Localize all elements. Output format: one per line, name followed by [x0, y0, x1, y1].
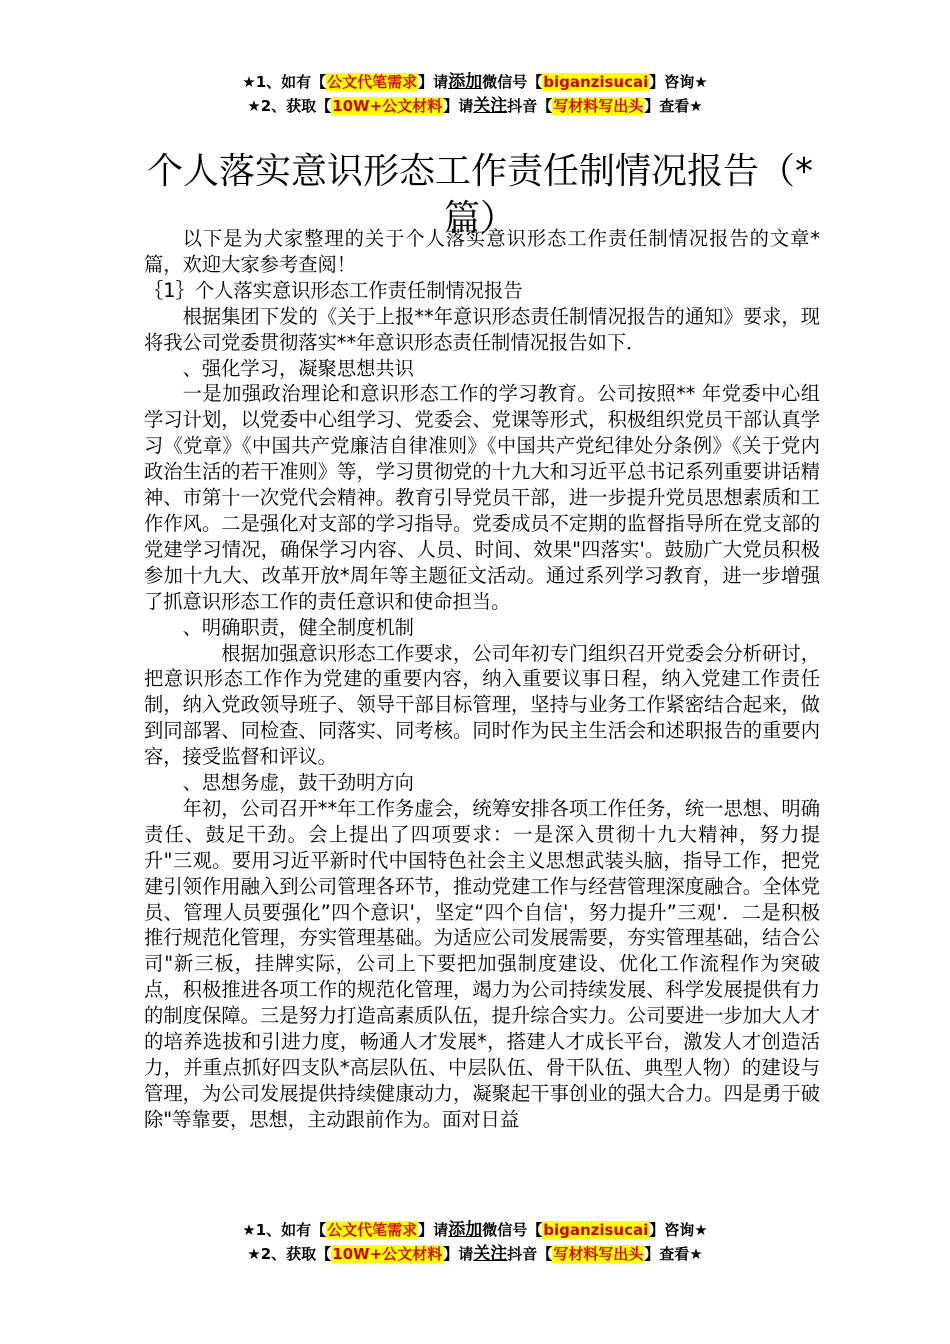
banner-text: 】咨询★ [649, 1221, 708, 1239]
body-paragraph: 一是加强政治理论和意识形态工作的学习教育。公司按照** 年党委中心组学习计划，以党委中心组学习、党委会、党课等形式，积极组织党员干部认真学习《党章》《中国共产党廉洁自律准则》《中国共产党纪律处分条例》《关于党内政治生活的若干准则》等，学习贯彻党的十九大和习近平总书记系列重要讲话精神、市第十一次党代会精神。教育引导党员干部，进一步提升党员思想素质和工作作风。二是强化对支部的学习指导。党委成员不定期的监督指导所在党支部的党建学习情况，确保学习内容、人员、时间、效果"四落实'。鼓励广大党员积极参加十九大、改革开放*周年等主题征文活动。通过系列学习教育，进一步增强了抓意识形态工作的责任意识和使命担当。 [144, 382, 820, 613]
banner-text: 】咨询★ [649, 73, 708, 91]
banner-text: 】查看★ [644, 97, 703, 115]
banner-emphasis: 关注 [473, 96, 508, 116]
highlight-service: 公文代笔需求 [327, 73, 418, 91]
banner-text: ★2、获取【 [247, 1245, 332, 1263]
banner-text: 微信号【 [482, 1221, 543, 1239]
banner-text: ★1、如有【 [242, 1221, 327, 1239]
body-paragraph: 根据加强意识形态工作要求，公司年初专门组织召开党委会分析研讨，把意识形态工作作为党建的重要内容，纳入重要议事日程，纳入党建工作责任制，纳入党政领导班子、领导干部目标管理，坚持与业务工作紧密结合起来，做到同部署、同检查、同落实、同考核。同时作为民主生活会和述职报告的重要内容，接受监督和评议。 [144, 641, 820, 769]
highlight-service: 公文代笔需求 [327, 1221, 418, 1239]
banner-text: ★2、获取【 [247, 97, 332, 115]
intro-paragraph: 以下是为犬家整理的关于个人落实意识形态工作责任制情况报告的文章*篇，欢迎大家参考查阅！ [144, 227, 820, 276]
highlight-materials: 10W+公文材料 [332, 97, 443, 115]
section-heading: 、思想务虚，鼓干劲明方向 [182, 771, 414, 795]
banner-text: 微信号【 [482, 73, 543, 91]
header-banner [0, 70, 950, 118]
banner-text: 】查看★ [644, 1245, 703, 1263]
banner-emphasis: 添加 [448, 72, 483, 92]
banner-text: 抖音【 [507, 97, 553, 115]
banner-text: 】请 [443, 97, 474, 115]
banner-line-2 [0, 1242, 950, 1266]
highlight-wechat-id: biganzisucai [543, 73, 649, 91]
banner-text: 】请 [418, 73, 449, 91]
highlight-materials: 10W+公文材料 [332, 1245, 443, 1263]
document-body [144, 226, 820, 1133]
banner-text: 】请 [443, 1245, 474, 1263]
body-paragraph: 根据集团下发的《关于上报**年意识形态责任制情况报告的通知》要求，现将我公司党委贯彻落实**年意识形态责任制情况报告如下． [144, 304, 820, 354]
highlight-wechat-id: biganzisucai [543, 1221, 649, 1239]
document-title: 个人落实意识形态工作责任制情况报告（*篇） [146, 151, 813, 240]
banner-line-1 [0, 70, 950, 94]
article-heading: ｛1｝个人落实意识形态工作责任制情况报告 [144, 278, 523, 302]
section-heading: 、强化学习，凝聚思想共识 [182, 356, 414, 380]
highlight-douyin-account: 写材料写出头 [553, 97, 644, 115]
highlight-douyin-account: 写材料写出头 [553, 1245, 644, 1263]
body-paragraph: 年初，公司召开**年工作务虚会，统筹安排各项工作任务，统一思想、明确责任、鼓足干劲。会上提出了四项要求：一是深入贯彻十九大精神，努力提升"三观。要用习近平新时代中国特色社会主义思想武装头脑，指导工作，把党建引领作用融入到公司管理各环节，推动党建工作与经营管理深度融合。全体党员、管理人员要强化”四个意识'，坚定“四个自信'，努力提升”三观'．二是积极推行规范化管理，夯实管理基础。为适应公司发展需要，夯实管理基础，结合公司"新三板，挂牌实际，公司上下要把加强制度建设、优化工作流程作为突破点，积极推进各项工作的规范化管理，竭力为公司持续发展、科学发展提供有力的制度保障。三是努力打造高素质队伍，提升综合实力。公司要进一步加大人才的培养选拔和引进力度，畅通人才发展*，搭建人才成长平台，激发人才创造活力，并重点抓好四支队*高层队伍、中层队伍、骨干队伍、典型人物）的建设与管理，为公司发展提供持续健康动力，凝聚起干事创业的强大合力。四是勇于破除"等靠要，思想，主动跟前作为。面对日益 [144, 796, 820, 1131]
banner-line-2 [0, 94, 950, 118]
banner-line-1 [0, 1218, 950, 1242]
banner-emphasis: 关注 [473, 1244, 508, 1264]
banner-text: 】请 [418, 1221, 449, 1239]
banner-text: 抖音【 [507, 1245, 553, 1263]
footer-banner [0, 1218, 950, 1266]
section-heading: 、明确职责，健全制度机制 [182, 615, 414, 639]
banner-text: ★1、如有【 [242, 73, 327, 91]
banner-emphasis: 添加 [448, 1220, 483, 1240]
